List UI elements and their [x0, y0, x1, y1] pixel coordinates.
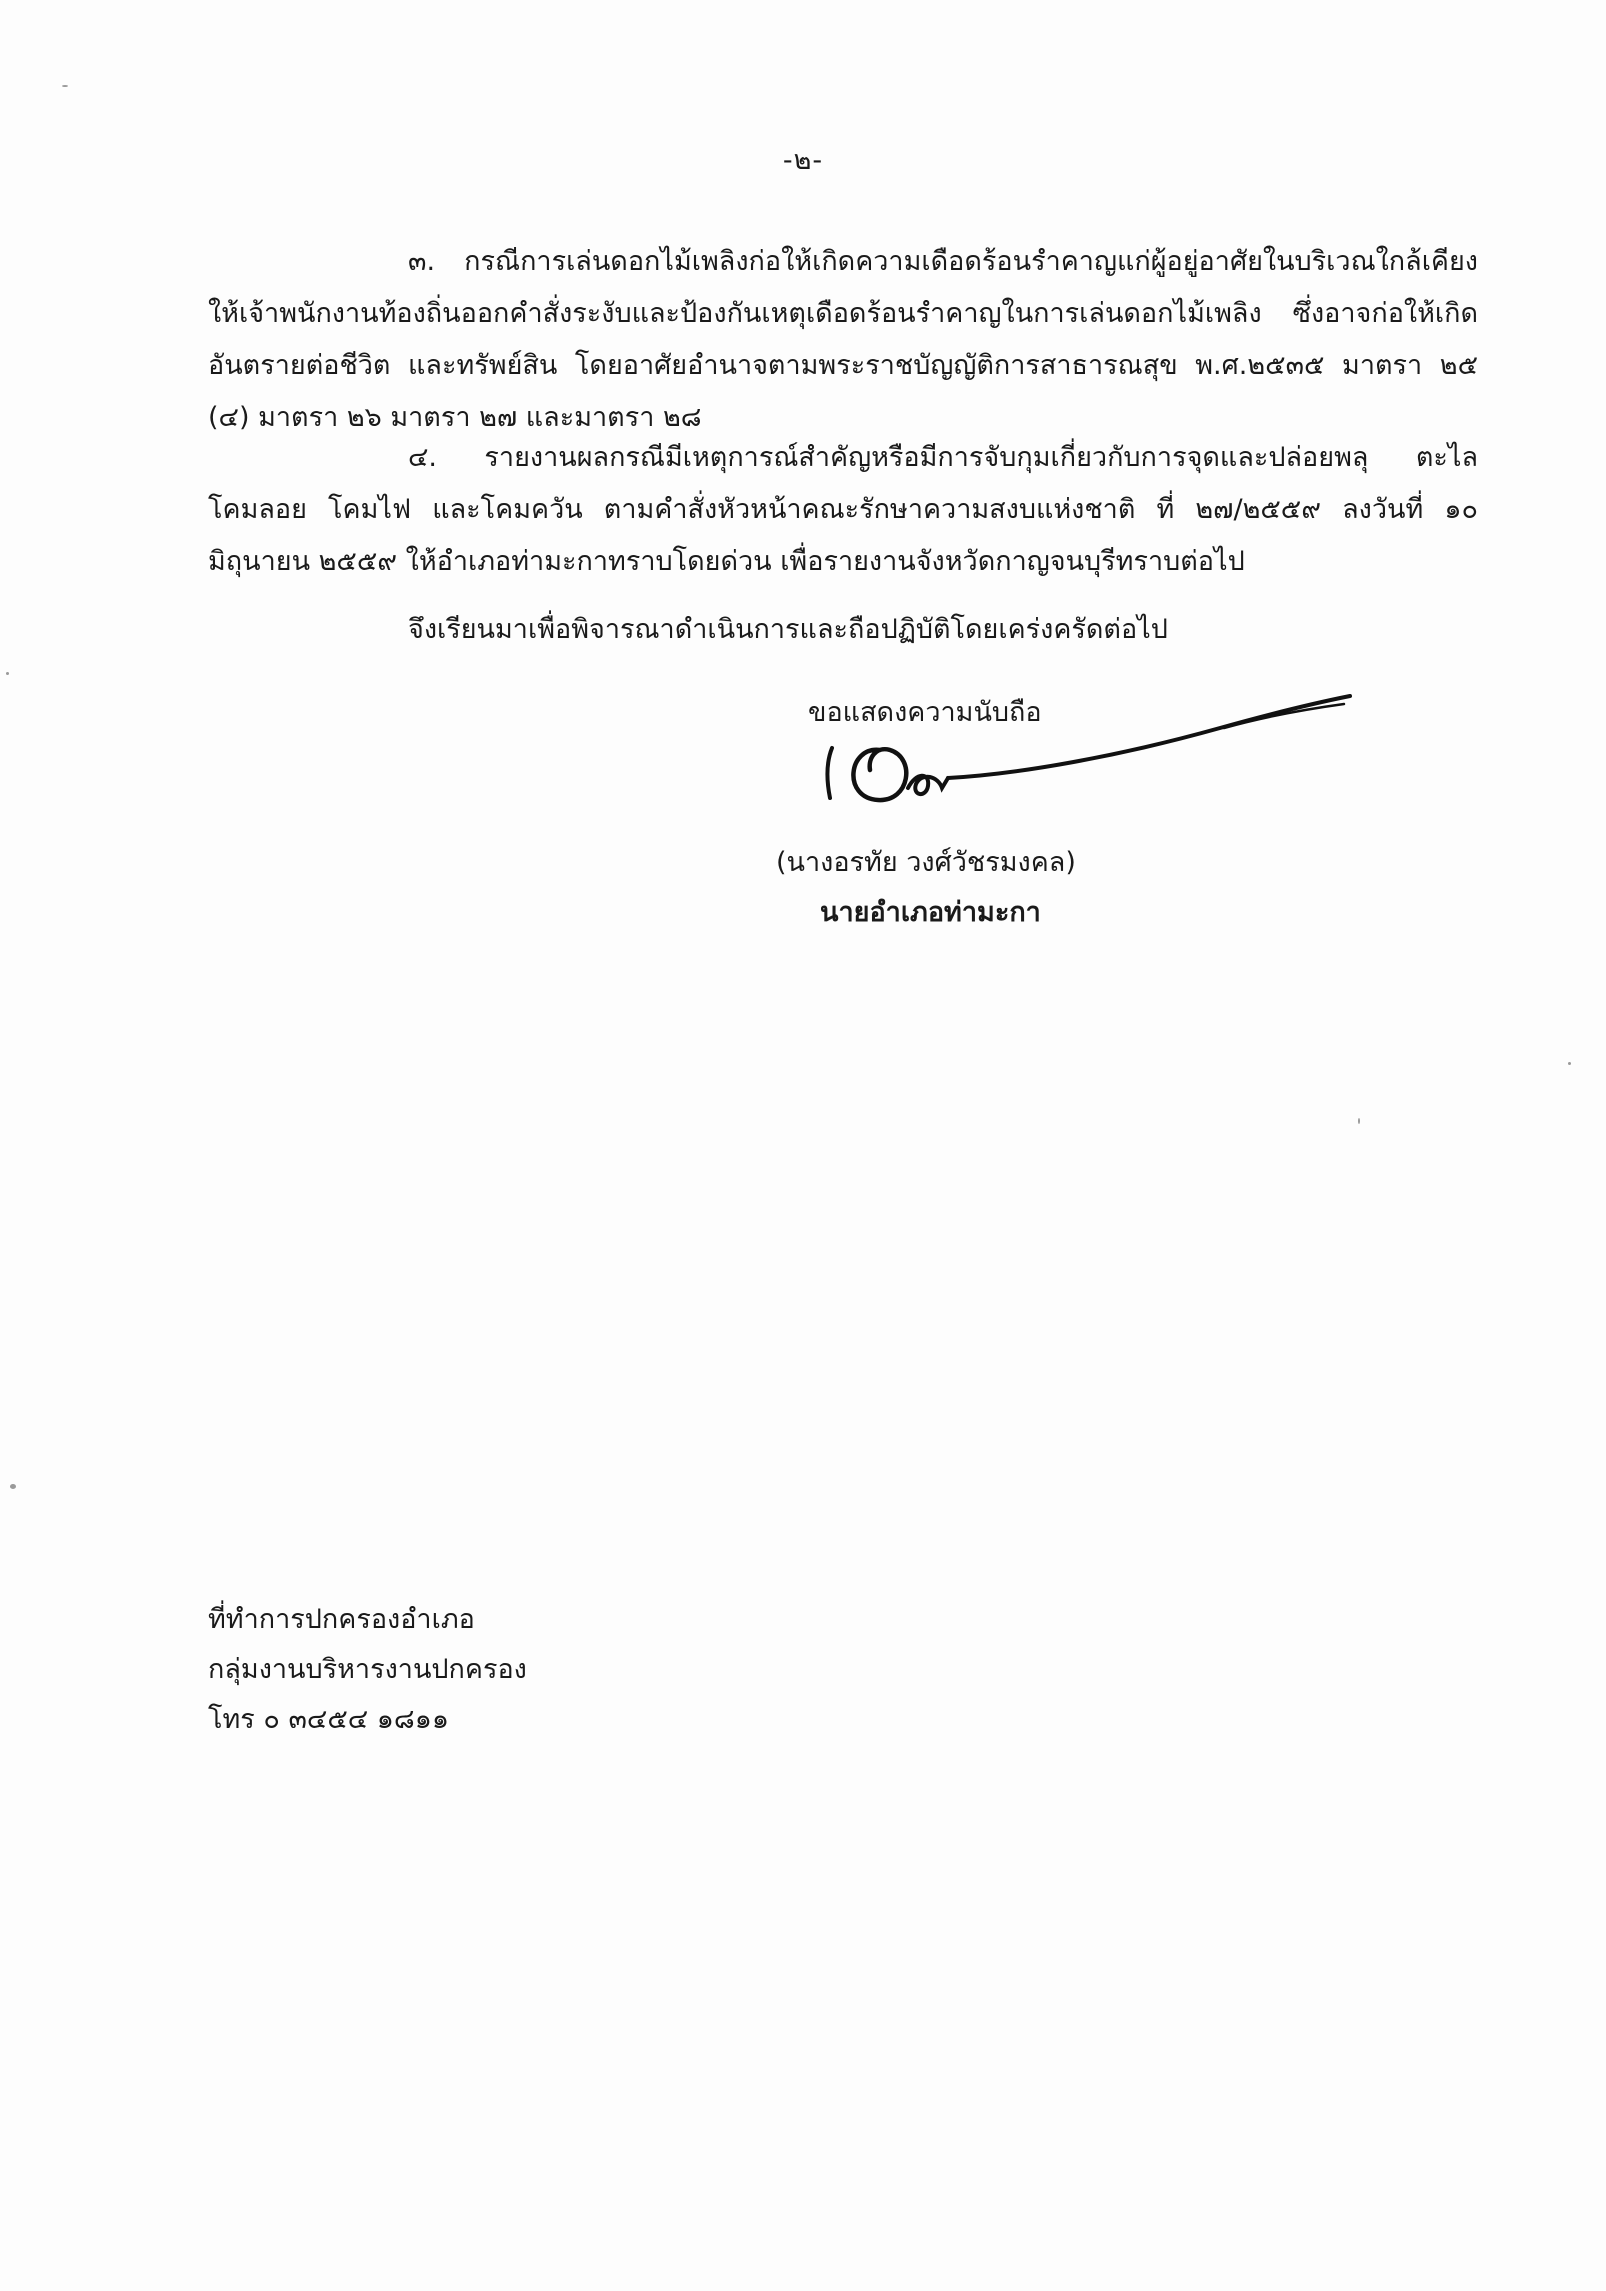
- closing-sentence: จึงเรียนมาเพื่อพิจารณาดำเนินการและถือปฏิบัติโดยเคร่งครัดต่อไป: [408, 614, 1168, 645]
- scan-speck: [62, 85, 68, 87]
- footer-division: กลุ่มงานบริหารงานปกครอง: [208, 1654, 527, 1685]
- signer-title: นายอำเภอท่ามะกา: [820, 897, 1041, 928]
- footer-phone: โทร ๐ ๓๔๕๔ ๑๘๑๑: [208, 1704, 450, 1735]
- scan-speck: [10, 1484, 16, 1489]
- footer-office: ที่ทำการปกครองอำเภอ: [208, 1604, 475, 1635]
- footer-contact: [208, 1595, 527, 1745]
- scan-speck: [1568, 1062, 1571, 1065]
- paragraph-item-4: [208, 432, 1478, 588]
- page-number: -๒-: [782, 145, 824, 176]
- paragraph-item-3-text: ๓. กรณีการเล่นดอกไม้เพลิงก่อให้เกิดความเดือดร้อนรำคาญแก่ผู้อยู่อาศัยในบริเวณใกล้เคียง ให้เจ้าพนักงานท้องถิ่นออกคำสั่งระงับและป้องกันเหตุเดือดร้อนรำคาญในการเล่นดอกไม้เพลิง ซึ่งอาจก่อให้เกิดอันตรายต่อชีวิต และทรัพย์สิน โดยอาศัยอำนาจตามพระราชบัญญัติการสาธารณสุข พ.ศ.๒๕๓๕ มาตรา ๒๕ (๔) มาตรา ๒๖ มาตรา ๒๗ และมาตรา ๒๘: [208, 246, 1478, 433]
- paragraph-item-4-text: ๔. รายงานผลกรณีมีเหตุการณ์สำคัญหรือมีการจับกุมเกี่ยวกับการจุดและปล่อยพลุ ตะไล โคมลอย โคมไฟ และโคมควัน ตามคำสั่งหัวหน้าคณะรักษาความสงบแห่งชาติ ที่ ๒๗/๒๕๕๙ ลงวันที่ ๑๐ มิถุนายน ๒๕๕๙ ให้อำเภอท่ามะกาทราบโดยด่วน เพื่อรายงานจังหวัดกาญจนบุรีทราบต่อไป: [208, 442, 1478, 577]
- scan-speck: [6, 672, 9, 675]
- scan-speck: [1358, 1118, 1360, 1124]
- courtesy-closing: ขอแสดงความนับถือ: [808, 697, 1042, 728]
- signer-name: (นางอรทัย วงศ์วัชรมงคล): [776, 847, 1076, 878]
- handwritten-signature: [820, 688, 1360, 828]
- paragraph-item-3: [208, 236, 1478, 444]
